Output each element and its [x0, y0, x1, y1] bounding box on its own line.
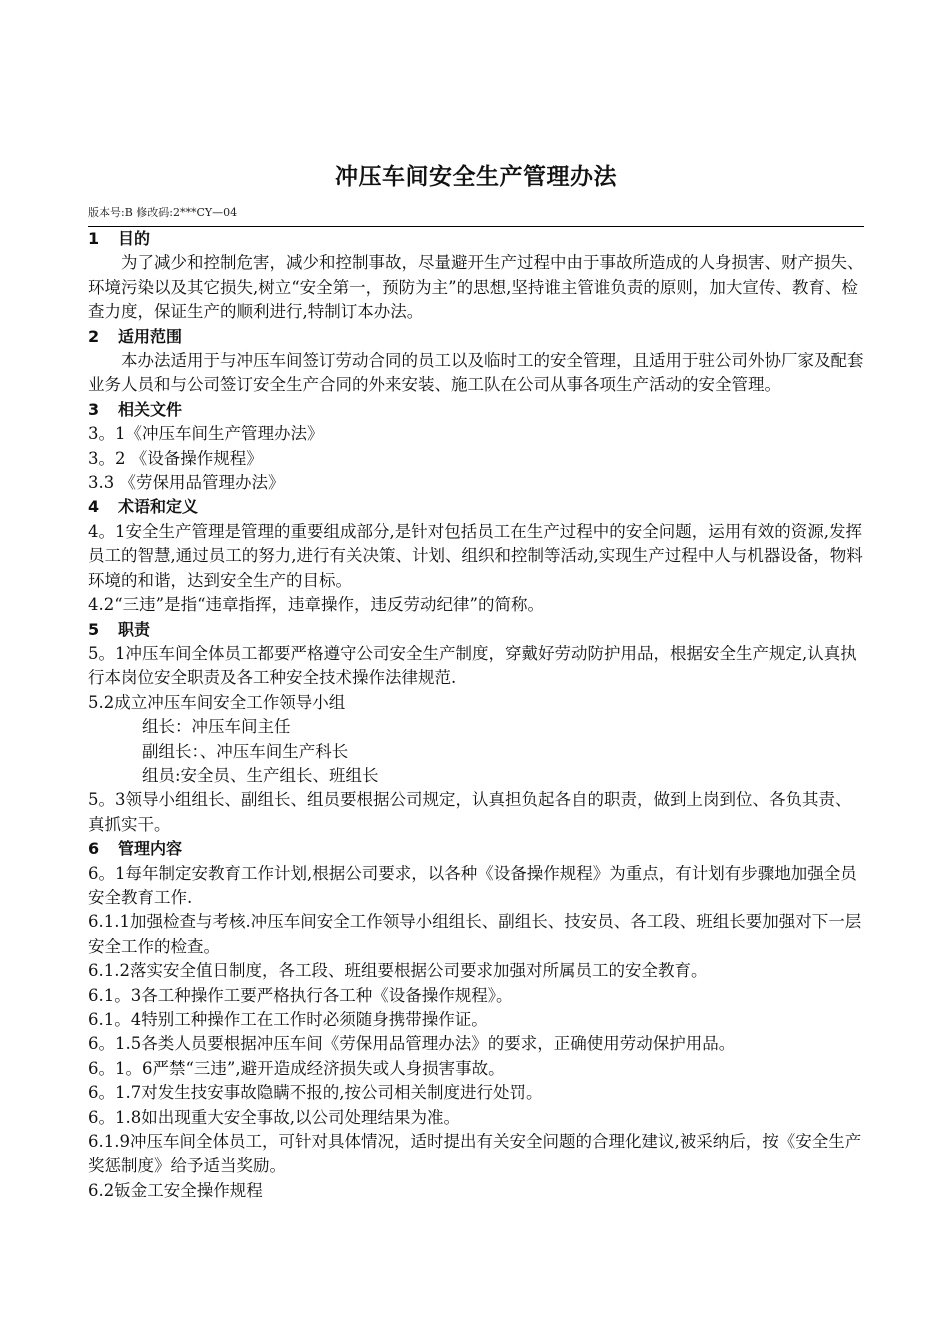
section-heading-2: 2 适用范围 — [88, 326, 183, 346]
definition-item: 4.2“三违”是指“违章指挥，违章操作，违反劳动纪律”的简称。 — [88, 595, 544, 615]
section-heading-4: 4 术语和定义 — [88, 497, 199, 517]
section-heading-3: 3 相关文件 — [88, 399, 183, 419]
group-member-line: 组员:安全员、生产组长、班组长 — [142, 765, 379, 785]
management-item: 6。1每年制定安教育工作计划,根据公司要求，以各种《设备操作规程》为重点，有计划有步骤地加强全员安全教育工作. — [88, 863, 857, 907]
management-item: 6.1.2落实安全值日制度，各工段、班组要根据公司要求加强对所属员工的安全教育。 — [88, 961, 708, 981]
section-heading-6: 6 管理内容 — [88, 839, 183, 859]
group-member-line: 副组长：、冲压车间生产科长 — [142, 741, 349, 761]
management-item: 6。1.5各类人员要根据冲压车间《劳保用品管理办法》的要求，正确使用劳动保护用品。 — [88, 1034, 736, 1054]
management-item: 6。1.7对发生技安事故隐瞒不报的,按公司相关制度进行处罚。 — [88, 1083, 543, 1103]
section-heading-5: 5 职责 — [88, 619, 151, 639]
section-2-paragraph: 本办法适用于与冲压车间签订劳动合同的员工以及临时工的安全管理，且适用于驻公司外协厂家及配套业务人员和与公司签订安全生产合同的外来安装、施工队在公司从事各项生产活动的安全管理。 — [88, 351, 864, 395]
management-item: 6。1.8如出现重大安全事故,以公司处理结果为准。 — [88, 1107, 460, 1127]
responsibility-item: 5.2成立冲压车间安全工作领导小组 — [88, 692, 346, 712]
management-item: 6.2钣金工安全操作规程 — [88, 1180, 263, 1200]
reference-item: 3。1《冲压车间生产管理办法》 — [88, 424, 324, 444]
version-code: 版本号:B 修改码:2***CY—04 — [88, 206, 238, 219]
management-item: 6.1.9冲压车间全体员工，可针对具体情况，适时提出有关安全问题的合理化建议,被采纳后，按《安全生产奖惩制度》给予适当奖励。 — [88, 1132, 862, 1176]
section-1-paragraph: 为了减少和控制危害，减少和控制事故，尽量避开生产过程中由于事故所造成的人身损害、财产损失、环境污染以及其它损失,树立“安全第一，预防为主”的思想,坚持谁主管谁负责的原则，加大宣传、教育、检查力度，保证生产的顺利进行,特制订本办法。 — [88, 253, 864, 322]
section-heading-1: 1 目的 — [88, 229, 151, 248]
reference-item: 3。2 《设备操作规程》 — [88, 448, 263, 468]
management-item: 6。1。6严禁“三违”,避开造成经济损失或人身损害事故。 — [88, 1058, 505, 1078]
group-member-line: 组长：冲压车间主任 — [142, 717, 291, 737]
document-title: 冲压车间安全生产管理办法 — [335, 164, 617, 190]
responsibility-item: 5。1冲压车间全体员工都要严格遵守公司安全生产制度，穿戴好劳动防护用品，根据安全生产规定,认真执行本岗位安全职责及各工种安全技术操作法律规范. — [88, 643, 857, 688]
management-item: 6.1.1加强检查与考核.冲压车间安全工作领导小组组长、副组长、技安员、各工段、班组长要加强对下一层安全工作的检查。 — [88, 912, 862, 956]
reference-item: 3.3 《劳保用品管理办法》 — [88, 473, 285, 493]
responsibility-item: 5。3领导小组组长、副组长、组员要根据公司规定，认真担负起各自的职责，做到上岗到位、各负其责、真抓实干。 — [88, 790, 852, 834]
management-item: 6.1。3各工种操作工要严格执行各工种《设备操作规程》。 — [88, 985, 513, 1005]
document-body — [88, 227, 864, 1203]
management-item: 6.1。4特别工种操作工在工作时必须随身携带操作证。 — [88, 1010, 488, 1029]
definition-item: 4。1安全生产管理是管理的重要组成部分,是针对包括员工在生产过程中的安全问题，运用有效的资源,发挥员工的智慧,通过员工的努力,进行有关决策、计划、组织和控制等活动,实现生产过程中人与机器设备，物料环境的和谐，达到安全生产的目标。 — [88, 521, 863, 590]
